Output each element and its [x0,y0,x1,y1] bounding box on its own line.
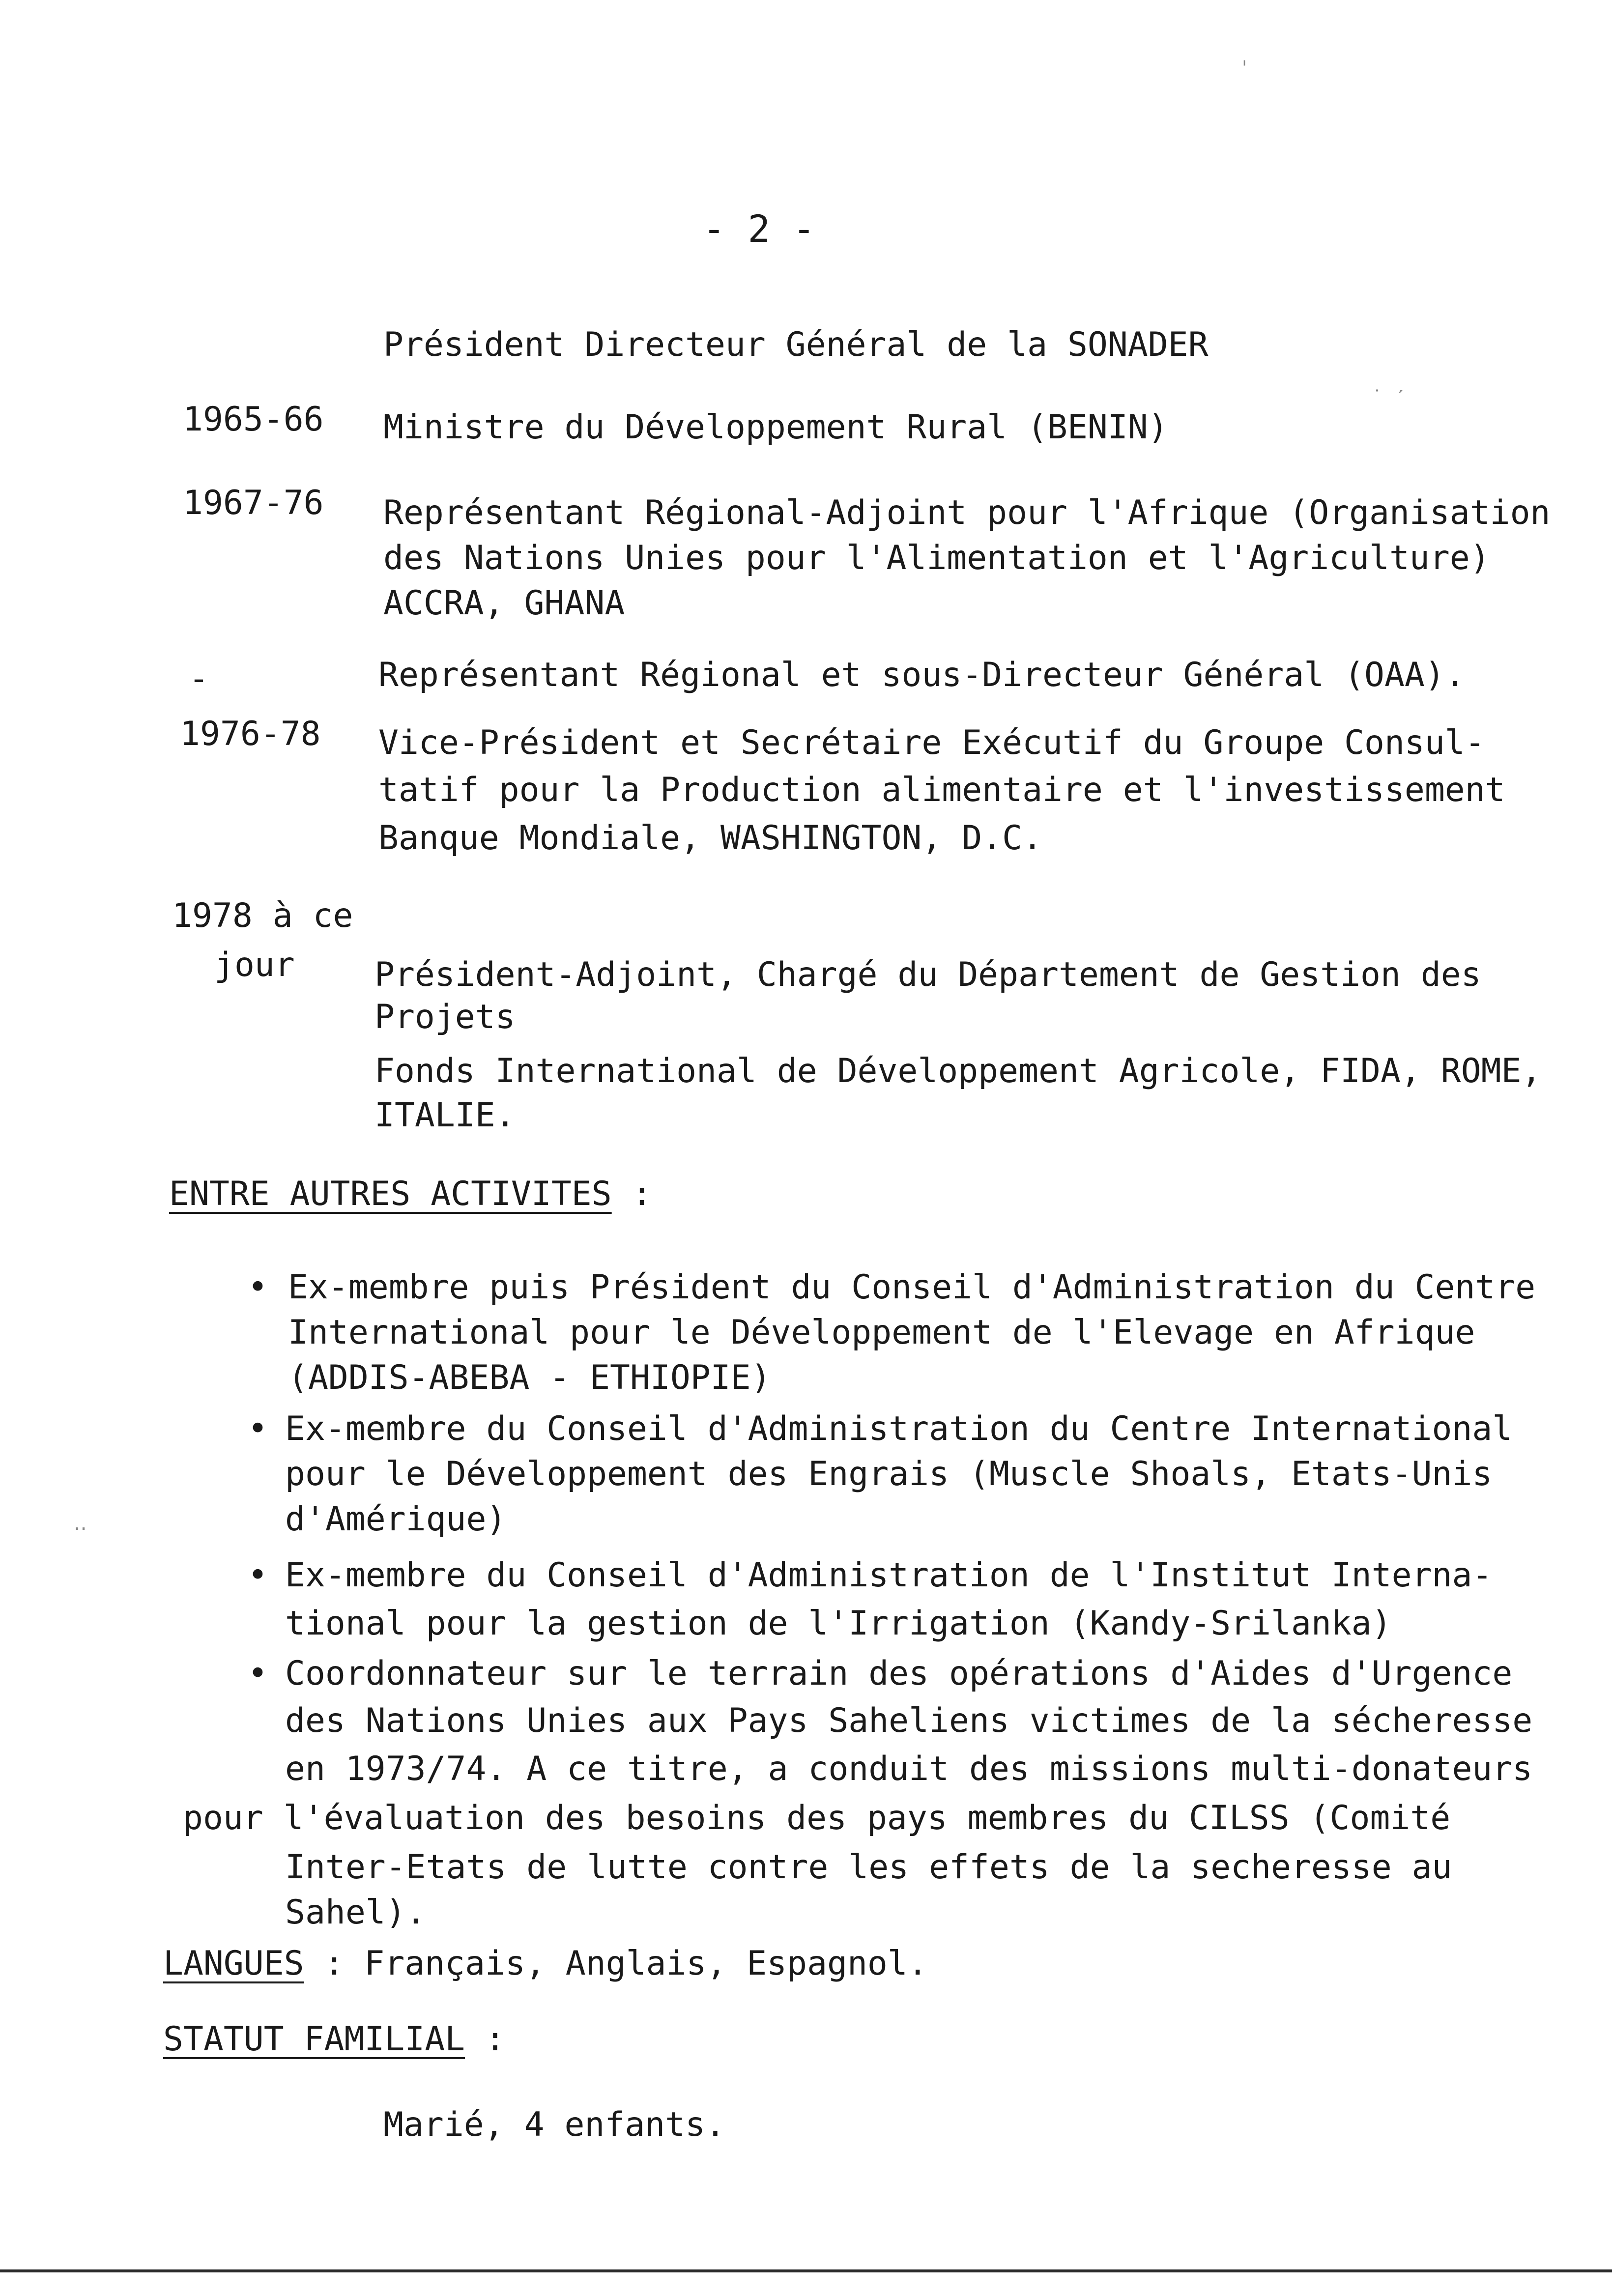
page-number: - 2 - [703,207,815,251]
activity-line: pour le Développement des Engrais (Muscle Shoals, Etats-Unis [285,1455,1493,1493]
career-line: Président-Adjoint, Chargé du Département de Gestion des [374,955,1481,994]
activity-line: Ex-membre du Conseil d'Administration du Centre International [285,1409,1513,1448]
activities-heading: ENTRE AUTRES ACTIVITES [169,1175,612,1213]
activity-line: d'Amérique) [285,1500,507,1539]
scan-speck: ˈ [1238,57,1251,80]
career-period: 1967-76 [183,484,324,522]
career-period: 1965-66 [183,400,324,439]
activity-line: Coordonnateur sur le terrain des opérations d'Aides d'Urgence [285,1654,1513,1693]
family-heading: STATUT FAMILIAL [163,2020,465,2059]
activity-line: International pour le Développement de l'Elevage en Afrique [288,1313,1475,1352]
activity-line: tional pour la gestion de l'Irrigation (Kandy-Srilanka) [285,1604,1392,1643]
activity-line: des Nations Unies aux Pays Saheliens victimes de la sécheresse [285,1701,1533,1740]
activities-heading-suffix: : [611,1175,652,1213]
career-period: 1978 à ce [172,896,353,935]
activity-line: Ex-membre du Conseil d'Administration de l'Institut Interna- [285,1556,1493,1595]
career-period: 1976-78 [180,715,321,753]
activity-line: pour l'évaluation des besoins des pays membres du CILSS (Comité [183,1799,1451,1837]
family-row [163,2020,505,2059]
career-line: ITALIE. [374,1096,516,1135]
languages-value: : Français, Anglais, Espagnol. [304,1944,928,1983]
activity-line: Ex-membre puis Président du Conseil d'Administration du Centre [288,1268,1536,1307]
career-line: tatif pour la Production alimentaire et l'investissement [378,771,1505,809]
activities-heading-row [169,1177,652,1211]
activity-line: Inter-Etats de lutte contre les effets de la secheresse au [285,1848,1452,1887]
career-line: Vice-Président et Secrétaire Exécutif du Groupe Consul- [378,723,1485,762]
bottom-rule [0,2269,1612,2272]
bullet-icon: • [248,1654,268,1693]
activity-line: (ADDIS-ABEBA - ETHIOPIE) [288,1358,771,1397]
languages-heading: LANGUES [163,1944,304,1983]
scan-speck: ‥ [74,1512,87,1535]
career-line: des Nations Unies pour l'Alimentation et l'Agriculture) [383,539,1490,577]
bullet-icon: • [248,1556,268,1595]
career-intro: Président Directeur Général de la SONADER [383,325,1209,364]
career-period: jour [214,946,295,984]
activity-line: Sahel). [285,1893,426,1932]
languages-row [163,1944,928,1983]
scan-speck: ˙ ˊ [1371,387,1407,409]
career-line: Représentant Régional et sous-Directeur Général (OAA). [378,656,1465,694]
career-line: ACCRA, GHANA [383,584,625,623]
bullet-icon: • [248,1409,268,1448]
career-line: Ministre du Développement Rural (BENIN) [383,408,1168,447]
career-line: Fonds International de Développement Agricole, FIDA, ROME, [374,1052,1542,1091]
family-value: Marié, 4 enfants. [383,2105,725,2144]
activity-line: en 1973/74. A ce titre, a conduit des missions multi-donateurs [285,1750,1533,1788]
career-line: Représentant Régional-Adjoint pour l'Afrique (Organisation [383,493,1551,532]
career-line: Projets [374,998,516,1036]
bullet-icon: • [248,1268,268,1307]
career-line: Banque Mondiale, WASHINGTON, D.C. [378,819,1043,858]
family-suffix: : [465,2020,505,2059]
career-period: - [189,660,209,698]
